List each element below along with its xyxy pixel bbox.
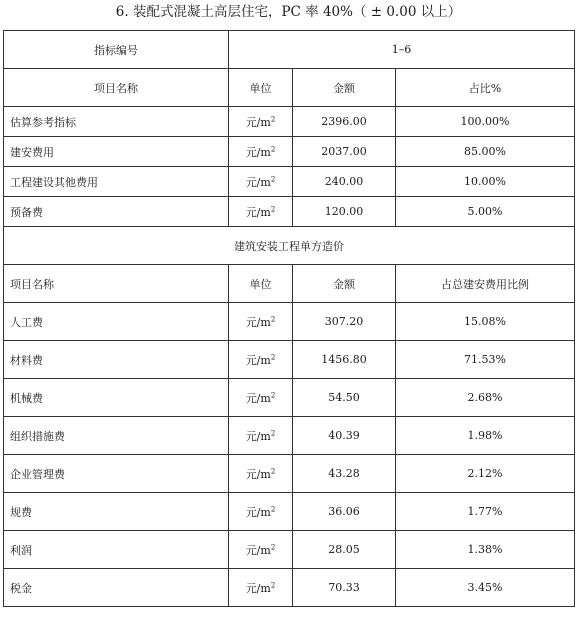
- unit-superscript: 2: [270, 144, 276, 153]
- detail-row: [4, 531, 575, 569]
- unit-superscript: 2: [270, 314, 276, 323]
- index-label: 指标编号: [4, 31, 229, 69]
- summary-row: [4, 137, 575, 167]
- unit-text: 元/m: [245, 581, 271, 595]
- row-amount: 28.05: [293, 531, 396, 569]
- section-title: 建筑安装工程单方造价: [4, 227, 575, 265]
- summary-header-row: [4, 69, 575, 107]
- row-name: 人工费: [4, 303, 229, 341]
- unit-text: 元/m: [245, 429, 271, 443]
- unit-superscript: 2: [270, 504, 276, 513]
- section-title-row: [4, 227, 575, 265]
- row-amount: 307.20: [293, 303, 396, 341]
- summary-header-unit: 单位: [229, 69, 293, 107]
- row-name: 材料费: [4, 341, 229, 379]
- row-amount: 43.28: [293, 455, 396, 493]
- summary-row: [4, 167, 575, 197]
- row-unit: [229, 137, 293, 167]
- row-name: 组织措施费: [4, 417, 229, 455]
- unit-text: 元/m: [245, 205, 271, 219]
- row-name: 利润: [4, 531, 229, 569]
- unit-superscript: 2: [270, 466, 276, 475]
- row-ratio: 85.00%: [396, 137, 575, 167]
- row-unit: [229, 417, 293, 455]
- unit-text: 元/m: [245, 145, 271, 159]
- row-name: 建安费用: [4, 137, 229, 167]
- detail-header-row: [4, 265, 575, 303]
- row-ratio: 71.53%: [396, 341, 575, 379]
- row-unit: [229, 167, 293, 197]
- unit-superscript: 2: [270, 428, 276, 437]
- unit-text: 元/m: [245, 391, 271, 405]
- row-name: 估算参考指标: [4, 107, 229, 137]
- index-row: [4, 31, 575, 69]
- row-ratio: 15.08%: [396, 303, 575, 341]
- summary-header-amount: 金额: [293, 69, 396, 107]
- unit-superscript: 2: [270, 204, 276, 213]
- row-ratio: 10.00%: [396, 167, 575, 197]
- detail-row: [4, 303, 575, 341]
- detail-row: [4, 379, 575, 417]
- row-amount: 240.00: [293, 167, 396, 197]
- row-unit: [229, 531, 293, 569]
- unit-superscript: 2: [270, 390, 276, 399]
- cost-index-table: [3, 30, 575, 607]
- row-unit: [229, 197, 293, 227]
- row-ratio: 1.98%: [396, 417, 575, 455]
- unit-superscript: 2: [270, 352, 276, 361]
- row-amount: 120.00: [293, 197, 396, 227]
- row-amount: 2037.00: [293, 137, 396, 167]
- row-name: 预备费: [4, 197, 229, 227]
- summary-header-name: 项目名称: [4, 69, 229, 107]
- detail-header-unit: 单位: [229, 265, 293, 303]
- row-amount: 1456.80: [293, 341, 396, 379]
- row-name: 机械费: [4, 379, 229, 417]
- summary-row: [4, 107, 575, 137]
- unit-superscript: 2: [270, 542, 276, 551]
- row-unit: [229, 455, 293, 493]
- row-name: 税金: [4, 569, 229, 607]
- detail-header-amount: 金额: [293, 265, 396, 303]
- row-unit: [229, 569, 293, 607]
- row-ratio: 1.38%: [396, 531, 575, 569]
- unit-text: 元/m: [245, 175, 271, 189]
- row-amount: 36.06: [293, 493, 396, 531]
- unit-text: 元/m: [245, 353, 271, 367]
- row-amount: 70.33: [293, 569, 396, 607]
- unit-text: 元/m: [245, 543, 271, 557]
- row-ratio: 1.77%: [396, 493, 575, 531]
- row-unit: [229, 107, 293, 137]
- unit-text: 元/m: [245, 115, 271, 129]
- row-name: 工程建设其他费用: [4, 167, 229, 197]
- detail-row: [4, 341, 575, 379]
- row-ratio: 3.45%: [396, 569, 575, 607]
- row-unit: [229, 341, 293, 379]
- row-amount: 2396.00: [293, 107, 396, 137]
- row-ratio: 2.68%: [396, 379, 575, 417]
- row-ratio: 2.12%: [396, 455, 575, 493]
- detail-row: [4, 455, 575, 493]
- index-value: 1–6: [229, 31, 575, 69]
- row-amount: 40.39: [293, 417, 396, 455]
- row-unit: [229, 379, 293, 417]
- summary-row: [4, 197, 575, 227]
- summary-header-ratio: 占比%: [396, 69, 575, 107]
- row-name: 企业管理费: [4, 455, 229, 493]
- row-name: 规费: [4, 493, 229, 531]
- page-title: 6. 装配式混凝土高层住宅，PC 率 40%（ ± 0.00 以上）: [115, 4, 462, 20]
- row-unit: [229, 303, 293, 341]
- detail-header-name: 项目名称: [4, 265, 229, 303]
- unit-superscript: 2: [270, 174, 276, 183]
- unit-text: 元/m: [245, 505, 271, 519]
- row-amount: 54.50: [293, 379, 396, 417]
- row-ratio: 100.00%: [396, 107, 575, 137]
- unit-text: 元/m: [245, 467, 271, 481]
- detail-header-ratio: 占总建安费用比例: [396, 265, 575, 303]
- detail-row: [4, 417, 575, 455]
- unit-superscript: 2: [270, 580, 276, 589]
- unit-superscript: 2: [270, 114, 276, 123]
- detail-row: [4, 569, 575, 607]
- unit-text: 元/m: [245, 315, 271, 329]
- row-ratio: 5.00%: [396, 197, 575, 227]
- row-unit: [229, 493, 293, 531]
- detail-row: [4, 493, 575, 531]
